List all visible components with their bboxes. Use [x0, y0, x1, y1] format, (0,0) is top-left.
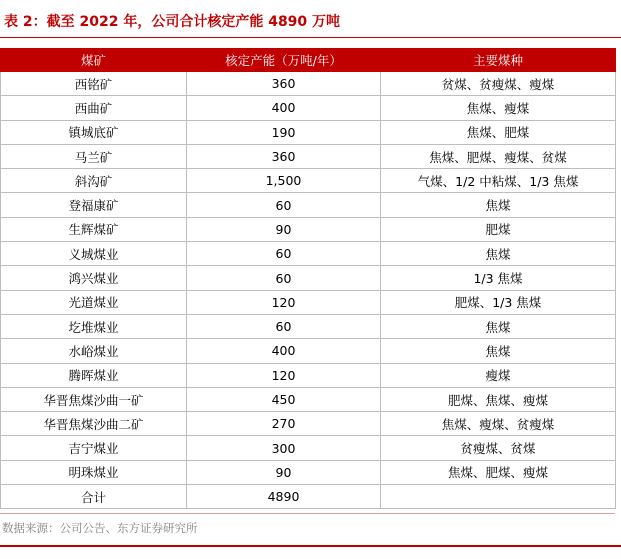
cell-mine: 水峪煤业	[1, 339, 187, 363]
table-row	[1, 314, 616, 338]
cell-capacity: 120	[187, 363, 381, 387]
cell-coal-type: 焦煤、瘦煤	[381, 96, 616, 120]
cell-coal-type: 焦煤	[381, 242, 616, 266]
cell-mine: 西曲矿	[1, 96, 187, 120]
cell-mine: 马兰矿	[1, 144, 187, 168]
cell-coal-type: 贫煤、贫瘦煤、瘦煤	[381, 72, 616, 96]
cell-mine: 西铭矿	[1, 72, 187, 96]
cell-coal-type: 焦煤、肥煤、瘦煤	[381, 460, 616, 484]
cell-capacity: 60	[187, 193, 381, 217]
header-mine: 煤矿	[1, 49, 187, 72]
cell-coal-type: 焦煤、肥煤、瘦煤、贫煤	[381, 144, 616, 168]
cell-capacity: 1,500	[187, 169, 381, 193]
cell-mine: 义城煤业	[1, 242, 187, 266]
cell-mine: 光道煤业	[1, 290, 187, 314]
header-row	[1, 49, 616, 72]
table-row	[1, 193, 616, 217]
table-row	[1, 460, 616, 484]
table-row	[1, 144, 616, 168]
page-title: 表 2：截至 2022 年，公司合计核定产能 4890 万吨	[4, 14, 341, 30]
table-row	[1, 72, 616, 96]
table-row	[1, 387, 616, 411]
cell-capacity: 90	[187, 217, 381, 241]
cell-coal-type: 肥煤、焦煤、瘦煤	[381, 387, 616, 411]
cell-mine: 腾晖煤业	[1, 363, 187, 387]
cell-coal-type: 贫瘦煤、贫煤	[381, 436, 616, 460]
cell-mine: 登福康矿	[1, 193, 187, 217]
cell-capacity: 60	[187, 242, 381, 266]
table-row	[1, 242, 616, 266]
title-divider	[0, 37, 621, 38]
cell-mine: 吉宁煤业	[1, 436, 187, 460]
coal-mine-capacity-table	[0, 48, 616, 509]
footer-divider	[0, 513, 615, 514]
cell-mine: 华晋焦煤沙曲二矿	[1, 412, 187, 436]
cell-capacity: 300	[187, 436, 381, 460]
bottom-rule	[0, 545, 621, 547]
cell-coal-type: 焦煤	[381, 193, 616, 217]
cell-coal-type: 焦煤	[381, 314, 616, 338]
cell-capacity: 400	[187, 96, 381, 120]
cell-mine: 合计	[1, 485, 187, 509]
cell-coal-type: 瘦煤	[381, 363, 616, 387]
cell-capacity: 4890	[187, 485, 381, 509]
cell-capacity: 90	[187, 460, 381, 484]
table-row	[1, 169, 616, 193]
cell-coal-type: 1/3 焦煤	[381, 266, 616, 290]
source-note: 数据来源：公司公告、东方证券研究所	[2, 521, 198, 535]
cell-mine: 华晋焦煤沙曲一矿	[1, 387, 187, 411]
cell-coal-type: 焦煤、肥煤	[381, 120, 616, 144]
cell-coal-type: 焦煤、瘦煤、贫瘦煤	[381, 412, 616, 436]
table-header	[1, 49, 616, 72]
cell-mine: 鸿兴煤业	[1, 266, 187, 290]
cell-coal-type	[381, 485, 616, 509]
cell-mine: 圪堆煤业	[1, 314, 187, 338]
cell-capacity: 270	[187, 412, 381, 436]
header-coal-type: 主要煤种	[381, 49, 616, 72]
table-row	[1, 436, 616, 460]
table-row	[1, 266, 616, 290]
cell-capacity: 400	[187, 339, 381, 363]
cell-capacity: 450	[187, 387, 381, 411]
table-row	[1, 339, 616, 363]
table-row	[1, 96, 616, 120]
table-row	[1, 412, 616, 436]
cell-coal-type: 肥煤	[381, 217, 616, 241]
header-capacity: 核定产能（万吨/年）	[187, 49, 381, 72]
cell-capacity: 360	[187, 72, 381, 96]
cell-coal-type: 气煤、1/2 中粘煤、1/3 焦煤	[381, 169, 616, 193]
cell-coal-type: 焦煤	[381, 339, 616, 363]
cell-mine: 明珠煤业	[1, 460, 187, 484]
title-bar	[0, 0, 621, 40]
table-row	[1, 217, 616, 241]
cell-mine: 斜沟矿	[1, 169, 187, 193]
table-body	[1, 72, 616, 509]
cell-capacity: 60	[187, 266, 381, 290]
table-row	[1, 120, 616, 144]
cell-capacity: 120	[187, 290, 381, 314]
table-row	[1, 290, 616, 314]
cell-capacity: 360	[187, 144, 381, 168]
table-row	[1, 485, 616, 509]
table-row	[1, 363, 616, 387]
cell-mine: 镇城底矿	[1, 120, 187, 144]
cell-capacity: 60	[187, 314, 381, 338]
cell-capacity: 190	[187, 120, 381, 144]
cell-coal-type: 肥煤、1/3 焦煤	[381, 290, 616, 314]
cell-mine: 生辉煤矿	[1, 217, 187, 241]
